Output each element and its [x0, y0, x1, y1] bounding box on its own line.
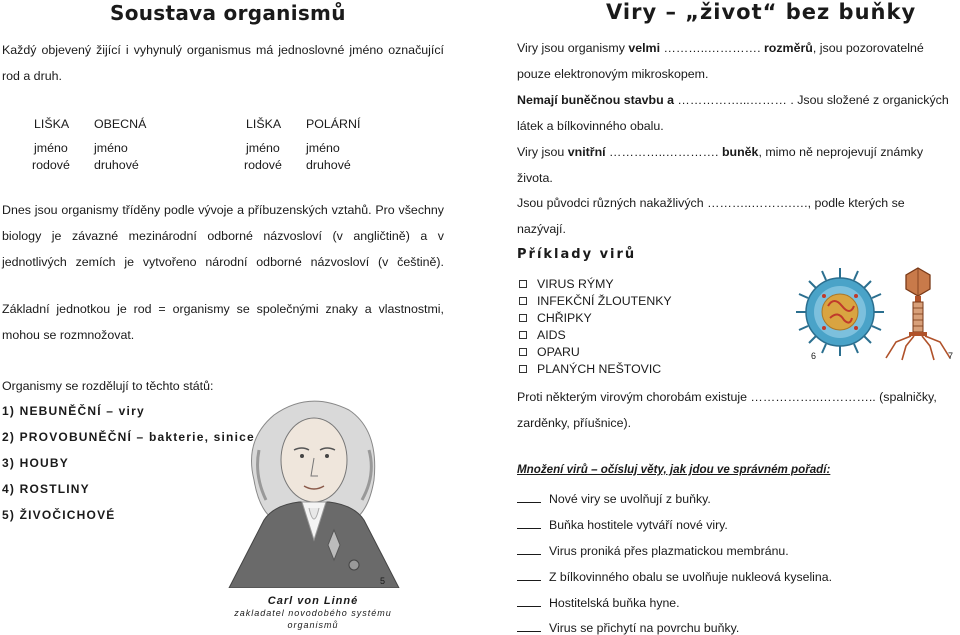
- parasite-sentence-line2: života.: [517, 171, 553, 185]
- step-row: Buňka hostitele vytváří nové viry.: [517, 518, 728, 532]
- state-item: 2) PROVOBUNĚČNÍ – bakterie, sinice: [2, 430, 255, 444]
- left-title: Soustava organismů: [110, 1, 346, 25]
- disease-sentence-line1: Jsou původci různých nakažlivých ………..……….…., podle kterých se: [517, 196, 905, 210]
- state-item: 3) HOUBY: [2, 456, 69, 470]
- structure-sentence-line1: Nemají buněčnou stavbu a ……………...……… . Jsou složené z organických: [517, 93, 949, 107]
- state-item: 5) ŽIVOČICHOVÉ: [2, 508, 116, 522]
- fox-species: OBECNÁ: [94, 117, 147, 131]
- caption-name: Carl von Linné: [267, 595, 359, 607]
- disease-sentence-line2: nazývají.: [517, 222, 566, 236]
- word-jmeno-2: jméno: [94, 141, 128, 155]
- virus-examples-list: [519, 276, 672, 378]
- order-blank[interactable]: [517, 544, 541, 555]
- classification-paragraph: Dnes jsou organismy tříděny podle vývoje a příbuzenských vztahů. Pro všechny biology je závazné mezinárodní odborné názvosloví (v angličtině) a v jednotlivých zemích je vytvořeno národní odborné názvosloví (v češtině).: [2, 203, 444, 269]
- square-bullet-icon: [519, 365, 527, 373]
- size-sentence-line2: pouze elektronovým mikroskopem.: [517, 67, 709, 81]
- right-title: Viry – „život“ bez buňky: [606, 0, 917, 24]
- arctic-genus: LIŠKA: [246, 117, 282, 131]
- order-blank[interactable]: [517, 570, 541, 581]
- order-blank[interactable]: [517, 518, 541, 529]
- step-row: Virus se přichytí na povrchu buňky.: [517, 621, 739, 635]
- order-blank[interactable]: [517, 596, 541, 607]
- left-column: [0, 0, 472, 635]
- caption-description: zakladatel novodobého systému organismů: [234, 608, 392, 630]
- square-bullet-icon: [519, 331, 527, 339]
- linnaeus-portrait: [214, 380, 414, 588]
- list-item: OPARU: [519, 344, 672, 361]
- square-bullet-icon: [519, 297, 527, 305]
- genus-paragraph: Základní jednotkou je rod = organismy se společnými znaky a vlastnostmi, mohou se rozmnožovat.: [2, 302, 444, 342]
- list-item: INFEKČNÍ ŽLOUTENKY: [519, 293, 672, 310]
- word-druhove-2: druhové: [306, 158, 351, 172]
- image-number-6: 6: [811, 351, 817, 361]
- square-bullet-icon: [519, 280, 527, 288]
- step-row: Hostitelská buňka hyne.: [517, 596, 680, 610]
- fox-genus: LIŠKA: [34, 117, 70, 131]
- order-blank[interactable]: [517, 492, 541, 503]
- size-sentence-line1: Viry jsou organismy velmi ………..…………. rozměrů, jsou pozorovatelné: [517, 41, 924, 55]
- vaccine-sentence-line1: Proti některým virovým chorobám existuje ……………..………….. (spalničky,: [517, 390, 937, 404]
- word-rodove-2: rodové: [244, 158, 282, 172]
- parasite-sentence-line1: Viry jsou vnitřní …………..…………. buněk, mimo ně neprojevují známky: [517, 145, 924, 159]
- vaccine-sentence-line2: zarděnky, příušnice).: [517, 416, 632, 430]
- word-jmeno-4: jméno: [306, 141, 340, 155]
- square-bullet-icon: [519, 348, 527, 356]
- right-column: [508, 0, 960, 635]
- list-item: VIRUS RÝMY: [519, 276, 672, 293]
- step-row: Z bílkovinného obalu se uvolňuje nukleová kyselina.: [517, 570, 832, 584]
- state-item: 1) NEBUNĚČNÍ – viry: [2, 404, 145, 418]
- word-rodove-1: rodové: [32, 158, 70, 172]
- step-row: Nové viry se uvolňují z buňky.: [517, 492, 711, 506]
- image-number-7: 7: [948, 351, 954, 361]
- list-item: AIDS: [519, 327, 672, 344]
- word-jmeno-1: jméno: [34, 141, 68, 155]
- state-item: 4) ROSTLINY: [2, 482, 90, 496]
- naming-table: [0, 117, 460, 177]
- states-intro: Organismy se rozdělují to těchto států:: [2, 379, 214, 393]
- step-row: Virus proniká přes plazmatickou membránu.: [517, 544, 789, 558]
- bacteriophage-illustration: [878, 266, 958, 361]
- square-bullet-icon: [519, 314, 527, 322]
- word-jmeno-3: jméno: [246, 141, 280, 155]
- order-blank[interactable]: [517, 621, 541, 632]
- list-item: CHŘIPKY: [519, 310, 672, 327]
- intro-paragraph-line1: Každý objevený žijící i vyhynulý organismus má jednoslovné jméno označující: [2, 43, 444, 57]
- intro-paragraph-line2: rod a druh.: [2, 69, 62, 83]
- structure-sentence-line2: látek a bílkovinného obalu.: [517, 119, 664, 133]
- examples-title: Příklady virů: [517, 247, 637, 262]
- arctic-species: POLÁRNÍ: [306, 117, 361, 131]
- portrait-number: 5: [380, 576, 386, 586]
- word-druhove-1: druhové: [94, 158, 139, 172]
- reproduction-task-heading: Množení virů – očísluj věty, jak jdou ve správném pořadí:: [517, 463, 831, 476]
- list-item: PLANÝCH NEŠTOVIC: [519, 361, 672, 378]
- virus-illustration: [794, 266, 886, 358]
- portrait-caption: [228, 595, 398, 631]
